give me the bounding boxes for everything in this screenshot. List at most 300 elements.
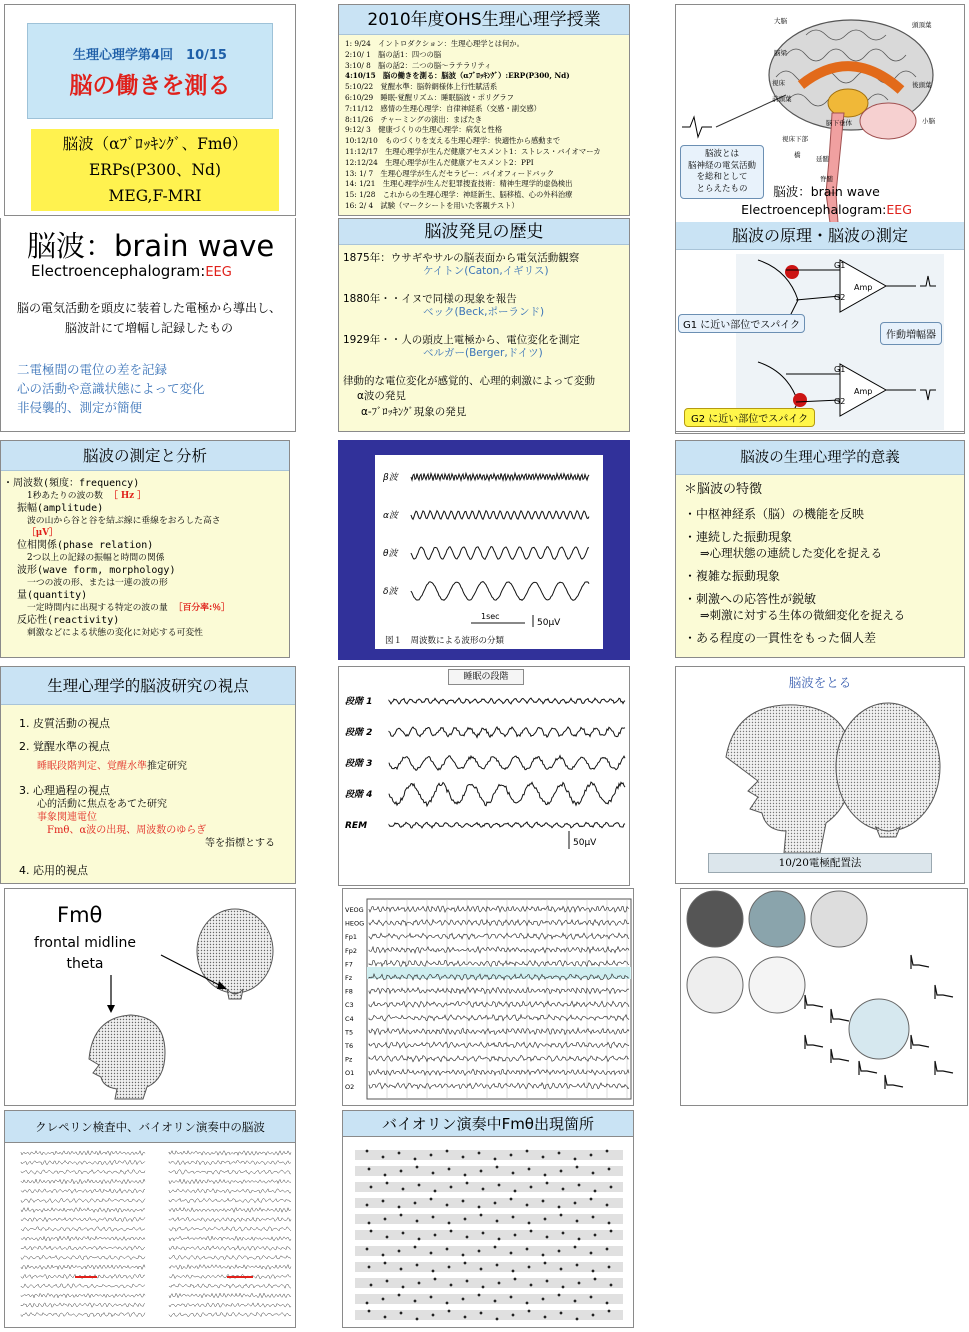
schedule-item: 16: 2/ 4 試験（マークシートを用いた客観テスト） <box>345 200 519 210</box>
sleep-stage-label: 段階 2 <box>345 728 373 738</box>
perspective-item: 3. 心理過程の視点 <box>19 784 110 797</box>
schedule-item: 4:10/15 脳の働きを測る：脳波（αﾌﾞﾛｯｷﾝｸﾞ）:ERP(P300, Nd) <box>345 71 570 81</box>
brain-label: 橋 <box>794 151 801 159</box>
channel-label: O1 <box>345 1069 355 1078</box>
kraepelin-trace <box>21 1217 145 1222</box>
score-note <box>466 1236 469 1239</box>
score-note <box>446 1248 449 1251</box>
spectrum-plot <box>935 1061 953 1075</box>
score-note <box>606 1302 609 1305</box>
score-note <box>590 1154 593 1157</box>
wave-figure <box>375 455 603 649</box>
score-note <box>590 1198 593 1201</box>
brain-label: 脳梁 <box>774 49 787 57</box>
significance-point: ・複雑な振動現象 <box>684 569 781 583</box>
channel-label: C3 <box>345 1001 354 1010</box>
significance-point: ・刺激への応答性が鋭敏 <box>684 592 817 606</box>
channel-label: Fz <box>345 974 353 982</box>
channel-label: C4 <box>345 1014 354 1023</box>
significance-title: 脳波の生理心理学的意義 <box>676 441 964 475</box>
eeg-bullet: 非侵襲的、測定が簡便 <box>17 400 143 415</box>
sleep-trace <box>389 698 625 704</box>
wave-trace <box>411 547 589 560</box>
score-note <box>608 1310 611 1313</box>
measure-heading: 量(quantity) <box>17 590 88 601</box>
score-note <box>576 1318 579 1321</box>
score-note <box>594 1234 597 1237</box>
kraepelin-trace <box>169 1189 291 1194</box>
score-note <box>576 1220 579 1223</box>
score-note <box>464 1218 467 1221</box>
score-note <box>558 1294 561 1297</box>
significance-heading: ＊脳波の特徴 <box>684 482 763 497</box>
score-note <box>574 1202 577 1205</box>
score-note <box>528 1310 531 1313</box>
g1-label: G1 <box>834 365 846 374</box>
score-note <box>608 1222 611 1225</box>
channel-label: VEOG <box>345 906 364 914</box>
fm-theta-diagram <box>5 889 296 1106</box>
kraepelin-trace <box>21 1236 145 1241</box>
amp-scale-label: 50μV <box>537 618 561 628</box>
brain-label: 視床下部 <box>782 135 808 143</box>
kraepelin-trace <box>169 1179 291 1184</box>
kraepelin-trace <box>21 1208 145 1213</box>
score-note <box>546 1182 549 1185</box>
score-note <box>434 1234 437 1237</box>
score-note <box>574 1246 577 1249</box>
score-note <box>544 1174 547 1177</box>
caption-eeg-text: Electroencephalogram: <box>741 202 887 217</box>
score-note <box>594 1190 597 1193</box>
measure-heading: ・周波数(頻度：frequency) <box>3 478 140 489</box>
score-note <box>526 1204 529 1207</box>
principle-title: 脳波の原理・脳波の測定 <box>676 222 964 250</box>
schedule-item: 7:11/12 感情の生理心理学：自律神経系（交感・副交感） <box>345 103 541 113</box>
score-note <box>594 1278 597 1281</box>
channel-label: O2 <box>345 1082 355 1091</box>
multichannel-svg <box>343 889 634 1106</box>
sleep-scale-label: 50μV <box>573 838 597 848</box>
score-note <box>530 1230 533 1233</box>
score-note <box>402 1286 405 1289</box>
score-note <box>610 1186 613 1189</box>
score-note <box>514 1278 517 1281</box>
score-note <box>482 1232 485 1235</box>
score-note <box>480 1214 483 1217</box>
course-label: 生理心理学第4回 10/15 <box>73 48 227 63</box>
history-person: ケイトン(Caton,イギリス) <box>423 265 549 277</box>
score-note <box>510 1296 513 1299</box>
perspective-sub: 心的活動に焦点をあてた研究 <box>37 799 167 810</box>
description-line: 脳波計にて増幅し記録したもの <box>64 321 233 335</box>
schedule-item: 5:10/22 覚醒水準：脳幹網様体上行性賦活系 <box>345 82 498 92</box>
sleep-stage-label: 段階 4 <box>345 790 373 800</box>
brain-label: 後頭葉 <box>912 81 932 89</box>
score-note <box>400 1170 403 1173</box>
kraepelin-trace <box>21 1265 145 1270</box>
score-note <box>462 1298 465 1301</box>
kraepelin-trace <box>169 1284 291 1288</box>
title-box <box>27 23 273 119</box>
score-note <box>480 1170 483 1173</box>
spectrum-plot <box>935 985 953 999</box>
score-note <box>384 1262 387 1265</box>
score-note <box>560 1312 563 1315</box>
schedule-item: 15: 1/28 これからの生理心理学：神経新生、脳移植、心の外科治療 <box>345 190 573 200</box>
score-note <box>546 1280 549 1283</box>
channel-label: HEOG <box>345 919 365 928</box>
score-note <box>558 1152 561 1155</box>
perspective-item: 2. 覚醒水準の視点 <box>19 740 110 753</box>
kraepelin-trace <box>21 1198 145 1202</box>
history-closing: 律動的な電位変化が感覚的、心理的刺激によって変動 <box>343 375 595 387</box>
score-note <box>430 1154 433 1157</box>
score-note <box>542 1254 545 1257</box>
label-g1-spike: G1 に近い部位でスパイク <box>678 314 805 333</box>
topo-map <box>749 957 805 1013</box>
slide-sleep-stages <box>338 666 630 886</box>
score-note <box>370 1186 373 1189</box>
kraepelin-trace <box>169 1265 291 1270</box>
score-note <box>482 1188 485 1191</box>
score-note <box>560 1170 563 1173</box>
spectrum-plot <box>885 1075 903 1089</box>
score-note <box>464 1174 467 1177</box>
score-note <box>562 1232 565 1235</box>
score-note <box>592 1270 595 1273</box>
score-note <box>384 1316 387 1319</box>
score-note <box>478 1250 481 1253</box>
score-note <box>434 1190 437 1193</box>
score-note <box>592 1172 595 1175</box>
slide-perspectives <box>0 666 296 884</box>
channel-label: F7 <box>345 960 353 969</box>
score-note <box>368 1222 371 1225</box>
topic-item: ERPs(P300、Nd) <box>88 161 222 179</box>
perspectives-title: 生理心理学的脳波研究の視点 <box>1 667 295 705</box>
score-note <box>366 1248 369 1251</box>
channel-label: F8 <box>345 987 353 996</box>
brain-label: 小脳 <box>922 117 935 125</box>
perspectives-body <box>1 705 295 883</box>
kraepelin-trace <box>21 1284 145 1288</box>
measure-heading: 位相関係(phase relation) <box>17 540 154 551</box>
wave-trace <box>411 473 589 480</box>
brain-label: 頭頂葉 <box>912 21 932 29</box>
schedule-item: 9:12/ 3 健康づくりの生理心理学：病気と性格 <box>345 125 503 135</box>
eeg-subtitle-text: Electroencephalogram: <box>31 262 206 280</box>
score-note <box>464 1262 467 1265</box>
score-note <box>416 1264 419 1267</box>
score-note <box>558 1250 561 1253</box>
kraepelin-trace <box>169 1198 291 1202</box>
kraepelin-trace <box>21 1293 145 1297</box>
sleep-trace <box>389 756 625 771</box>
score-note <box>368 1266 371 1269</box>
kraepelin-trace <box>21 1179 145 1184</box>
history-item: 1875年：ウサギやサルの脳表面から電気活動観察 <box>343 252 580 264</box>
g1-label: G1 <box>834 261 846 270</box>
score-note <box>562 1188 565 1191</box>
score-note <box>430 1252 433 1255</box>
electrodes-title: 脳波をとる <box>788 675 852 690</box>
measure-unit: ［μV］ <box>27 528 58 538</box>
score-note <box>512 1216 515 1219</box>
history-person: ベック(Beck,ポーランド) <box>423 306 545 318</box>
amp-label: Amp <box>854 283 873 292</box>
schedule-item: 10:12/10 ものづくりを支える生理心理学：快適性から感動まで <box>345 136 561 146</box>
perspective-sub: 事象関連電位 <box>37 812 97 823</box>
measure-unit: ［百分率:％］ <box>173 603 230 613</box>
score-note <box>400 1312 403 1315</box>
wave-label: β波 <box>383 473 398 483</box>
score-note <box>526 1302 529 1305</box>
score-note <box>478 1294 481 1297</box>
score-note <box>446 1302 449 1305</box>
slide-topography <box>680 888 968 1106</box>
spectrum-plot <box>911 1035 929 1049</box>
significance-point: ・連続した振動現象 <box>684 530 793 544</box>
schedule-item: 2:10/ 1 脳の話1：四つの脳 <box>345 49 442 59</box>
slide-history <box>338 218 630 432</box>
score-note <box>546 1236 549 1239</box>
spectrum-plot <box>859 1061 877 1075</box>
wave-label: θ波 <box>383 549 398 559</box>
kraepelin-svg <box>5 1143 296 1328</box>
lecture-title: 脳の働きを測る <box>69 73 231 99</box>
measure-detail <box>27 490 287 502</box>
sleep-stage-label: 段階 1 <box>345 697 373 707</box>
score-note <box>402 1188 405 1191</box>
score-note <box>512 1270 515 1273</box>
measure-detail <box>27 552 287 564</box>
wave-label: δ波 <box>383 587 398 597</box>
score-note <box>574 1158 577 1161</box>
kraepelin-trace <box>21 1170 145 1174</box>
score-note <box>578 1282 581 1285</box>
score-note <box>576 1264 579 1267</box>
measure-desc: 1秒あたりの波の数 <box>27 491 103 501</box>
wave-svg <box>375 455 603 649</box>
kraepelin-trace <box>169 1170 291 1174</box>
brain-label: 大脳 <box>774 17 787 25</box>
topic-item: 脳波（αﾌﾞﾛｯｷﾝｸﾞ、Fmθ） <box>62 135 248 153</box>
score-note <box>512 1172 515 1175</box>
kraepelin-trace <box>169 1312 291 1316</box>
schedule-list <box>339 35 629 215</box>
sleep-trace <box>389 782 625 806</box>
spectrum-plot <box>911 955 929 969</box>
score-note <box>494 1202 497 1205</box>
score-note <box>462 1156 465 1159</box>
kraepelin-trace <box>21 1160 145 1165</box>
score-note <box>416 1318 419 1321</box>
measure-heading: 波形(wave form, morphology) <box>17 565 176 576</box>
score-note <box>398 1294 401 1297</box>
score-note <box>494 1246 497 1249</box>
estimate-text: 推定研究 <box>147 761 187 772</box>
slide-multichannel-eeg <box>342 888 634 1106</box>
topo-zoom <box>849 999 909 1059</box>
score-note <box>544 1218 547 1221</box>
perspective-sub: 等を指標とする <box>205 838 275 849</box>
perspective-item: 1. 皮質活動の視点 <box>19 717 110 730</box>
score-note <box>578 1184 581 1187</box>
channel-label: T6 <box>345 1042 354 1050</box>
schedule-item: 8:11/26 チャーミングの演出：まばたき <box>345 114 483 124</box>
score-note <box>416 1220 419 1223</box>
description-line: 脳の電気活動を頭皮に装着した電極から導出し、 <box>16 301 281 315</box>
score-note <box>418 1238 421 1241</box>
score-note <box>368 1168 371 1171</box>
kraepelin-trace <box>169 1293 291 1298</box>
kraepelin-trace <box>169 1151 291 1156</box>
score-note <box>608 1168 611 1171</box>
score-note <box>480 1312 483 1315</box>
slide-electrodes <box>675 666 965 884</box>
caption-brain-wave: 脳波：brain wave <box>773 184 880 199</box>
topo-map <box>749 891 805 947</box>
brain-label: 視床 <box>772 79 785 87</box>
history-closing-item: α波の発見 <box>357 390 406 402</box>
history-closing-item: α-ﾌﾞﾛｯｷﾝｸﾞ現象の発見 <box>361 406 467 418</box>
wave-trace <box>411 582 589 601</box>
kraepelin-trace <box>21 1151 145 1156</box>
schedule-item: 11:12/17 生理心理学が生んだ健康アセスメント1：ストレス・バイオマーカ <box>345 146 601 156</box>
slide-eeg-definition <box>0 218 296 432</box>
g2-label: G2 <box>834 293 846 302</box>
wave-label: α波 <box>383 511 398 521</box>
schedule-item: 6:10/29 睡眠-覚醒リズム：睡眠脳波・ポリグラフ <box>345 92 514 102</box>
label-g2-spike: G2 に近い部位でスパイク <box>684 408 815 427</box>
measure-detail <box>27 515 287 539</box>
slide-violin-score <box>342 1110 634 1328</box>
topo-map <box>687 957 743 1013</box>
brain-label: 脳下垂体 <box>826 119 852 127</box>
score-note <box>430 1198 433 1201</box>
score-note <box>450 1186 453 1189</box>
kraepelin-trace <box>21 1303 145 1307</box>
score-note <box>434 1278 437 1281</box>
wave-figure-caption: 図１ 周波数による波形の分類 <box>385 636 505 646</box>
score-note <box>592 1216 595 1219</box>
score-note <box>398 1206 401 1209</box>
sleep-stage-label: 段階 3 <box>345 759 373 769</box>
kraepelin-title: クレペリン検査中、バイオリン演奏中の脳波 <box>5 1111 295 1143</box>
score-note <box>510 1198 513 1201</box>
score-note <box>402 1232 405 1235</box>
significance-sub: ⇒刺激に対する生体の微細変化を捉える <box>700 608 906 622</box>
score-note <box>542 1298 545 1301</box>
score-note <box>462 1200 465 1203</box>
score-note <box>498 1282 501 1285</box>
schedule-title: 2010年度OHS生理心理学授業 <box>339 5 629 35</box>
kraepelin-trace <box>169 1255 291 1259</box>
score-note <box>478 1152 481 1155</box>
score-note <box>494 1300 497 1303</box>
score-note <box>384 1218 387 1221</box>
fm-theta-line: frontal midline <box>34 935 136 951</box>
kraepelin-trace <box>169 1208 291 1213</box>
perspective-item: 4. 応用的視点 <box>19 864 88 877</box>
score-note <box>418 1282 421 1285</box>
measure-desc: 波の山から谷と谷を結ぶ線に垂線をおろした高さ <box>27 516 221 526</box>
topo-map <box>687 891 743 947</box>
kraepelin-trace <box>169 1217 291 1222</box>
measure-desc: 一つの波の形、または一連の波の形 <box>27 578 168 588</box>
measure-desc: 2つ以上の記録の振幅と時間の関係 <box>27 553 165 563</box>
kraepelin-trace <box>21 1227 145 1231</box>
slide-schedule <box>338 4 630 216</box>
fz-highlight <box>367 967 631 979</box>
caption-eeg <box>694 201 959 218</box>
significance-sub: ⇒心理状態の連続した変化を捉える <box>700 546 883 560</box>
channel-label: Fp1 <box>345 933 358 942</box>
score-note <box>386 1236 389 1239</box>
measure-unit: ［ Hz ］ <box>108 491 147 501</box>
measure-detail <box>27 627 287 639</box>
score-note <box>398 1152 401 1155</box>
sleep-trace <box>389 822 625 828</box>
violin-score-svg <box>343 1137 634 1328</box>
score-note <box>542 1200 545 1203</box>
g2-label: G2 <box>834 397 846 406</box>
arousal-text: 覚醒水準 <box>107 761 147 772</box>
score-note <box>386 1280 389 1283</box>
score-note <box>606 1204 609 1207</box>
score-note <box>544 1316 547 1319</box>
score-note <box>370 1284 373 1287</box>
score-note <box>496 1166 499 1169</box>
score-note <box>558 1206 561 1209</box>
score-note <box>462 1254 465 1257</box>
significance-point: ・中枢神経系（脳）の機能を反映 <box>684 507 865 521</box>
heads-diagram <box>676 667 965 884</box>
score-note <box>366 1204 369 1207</box>
history-body <box>339 245 629 431</box>
score-note <box>542 1156 545 1159</box>
topic-box <box>31 129 279 211</box>
score-note <box>526 1248 529 1251</box>
score-note <box>590 1296 593 1299</box>
score-note <box>606 1248 609 1251</box>
score-note <box>448 1310 451 1313</box>
score-note <box>478 1206 481 1209</box>
measure-desc: 一定時間内に出現する特定の波の量 <box>27 603 168 613</box>
score-note <box>606 1150 609 1153</box>
sleep-stage-label: REM <box>345 821 368 831</box>
sleep-svg <box>339 667 630 886</box>
score-note <box>496 1220 499 1223</box>
score-note <box>562 1286 565 1289</box>
electrode-system-caption: 10/20電極配置法 <box>708 853 932 873</box>
score-note <box>432 1172 435 1175</box>
score-note <box>510 1252 513 1255</box>
note-line: を総和として <box>696 172 748 182</box>
significance-list <box>676 477 964 657</box>
eeg-subtitle-accent: EEG <box>205 265 232 280</box>
fm-theta-title: Fmθ <box>57 903 103 927</box>
note-line: とらえたもの <box>696 183 748 194</box>
kraepelin-trace <box>21 1246 145 1250</box>
kraepelin-trace <box>169 1227 291 1231</box>
measure-detail <box>27 577 287 589</box>
score-note <box>416 1166 419 1169</box>
score-note <box>530 1284 533 1287</box>
score-note <box>450 1230 453 1233</box>
score-note <box>446 1150 449 1153</box>
